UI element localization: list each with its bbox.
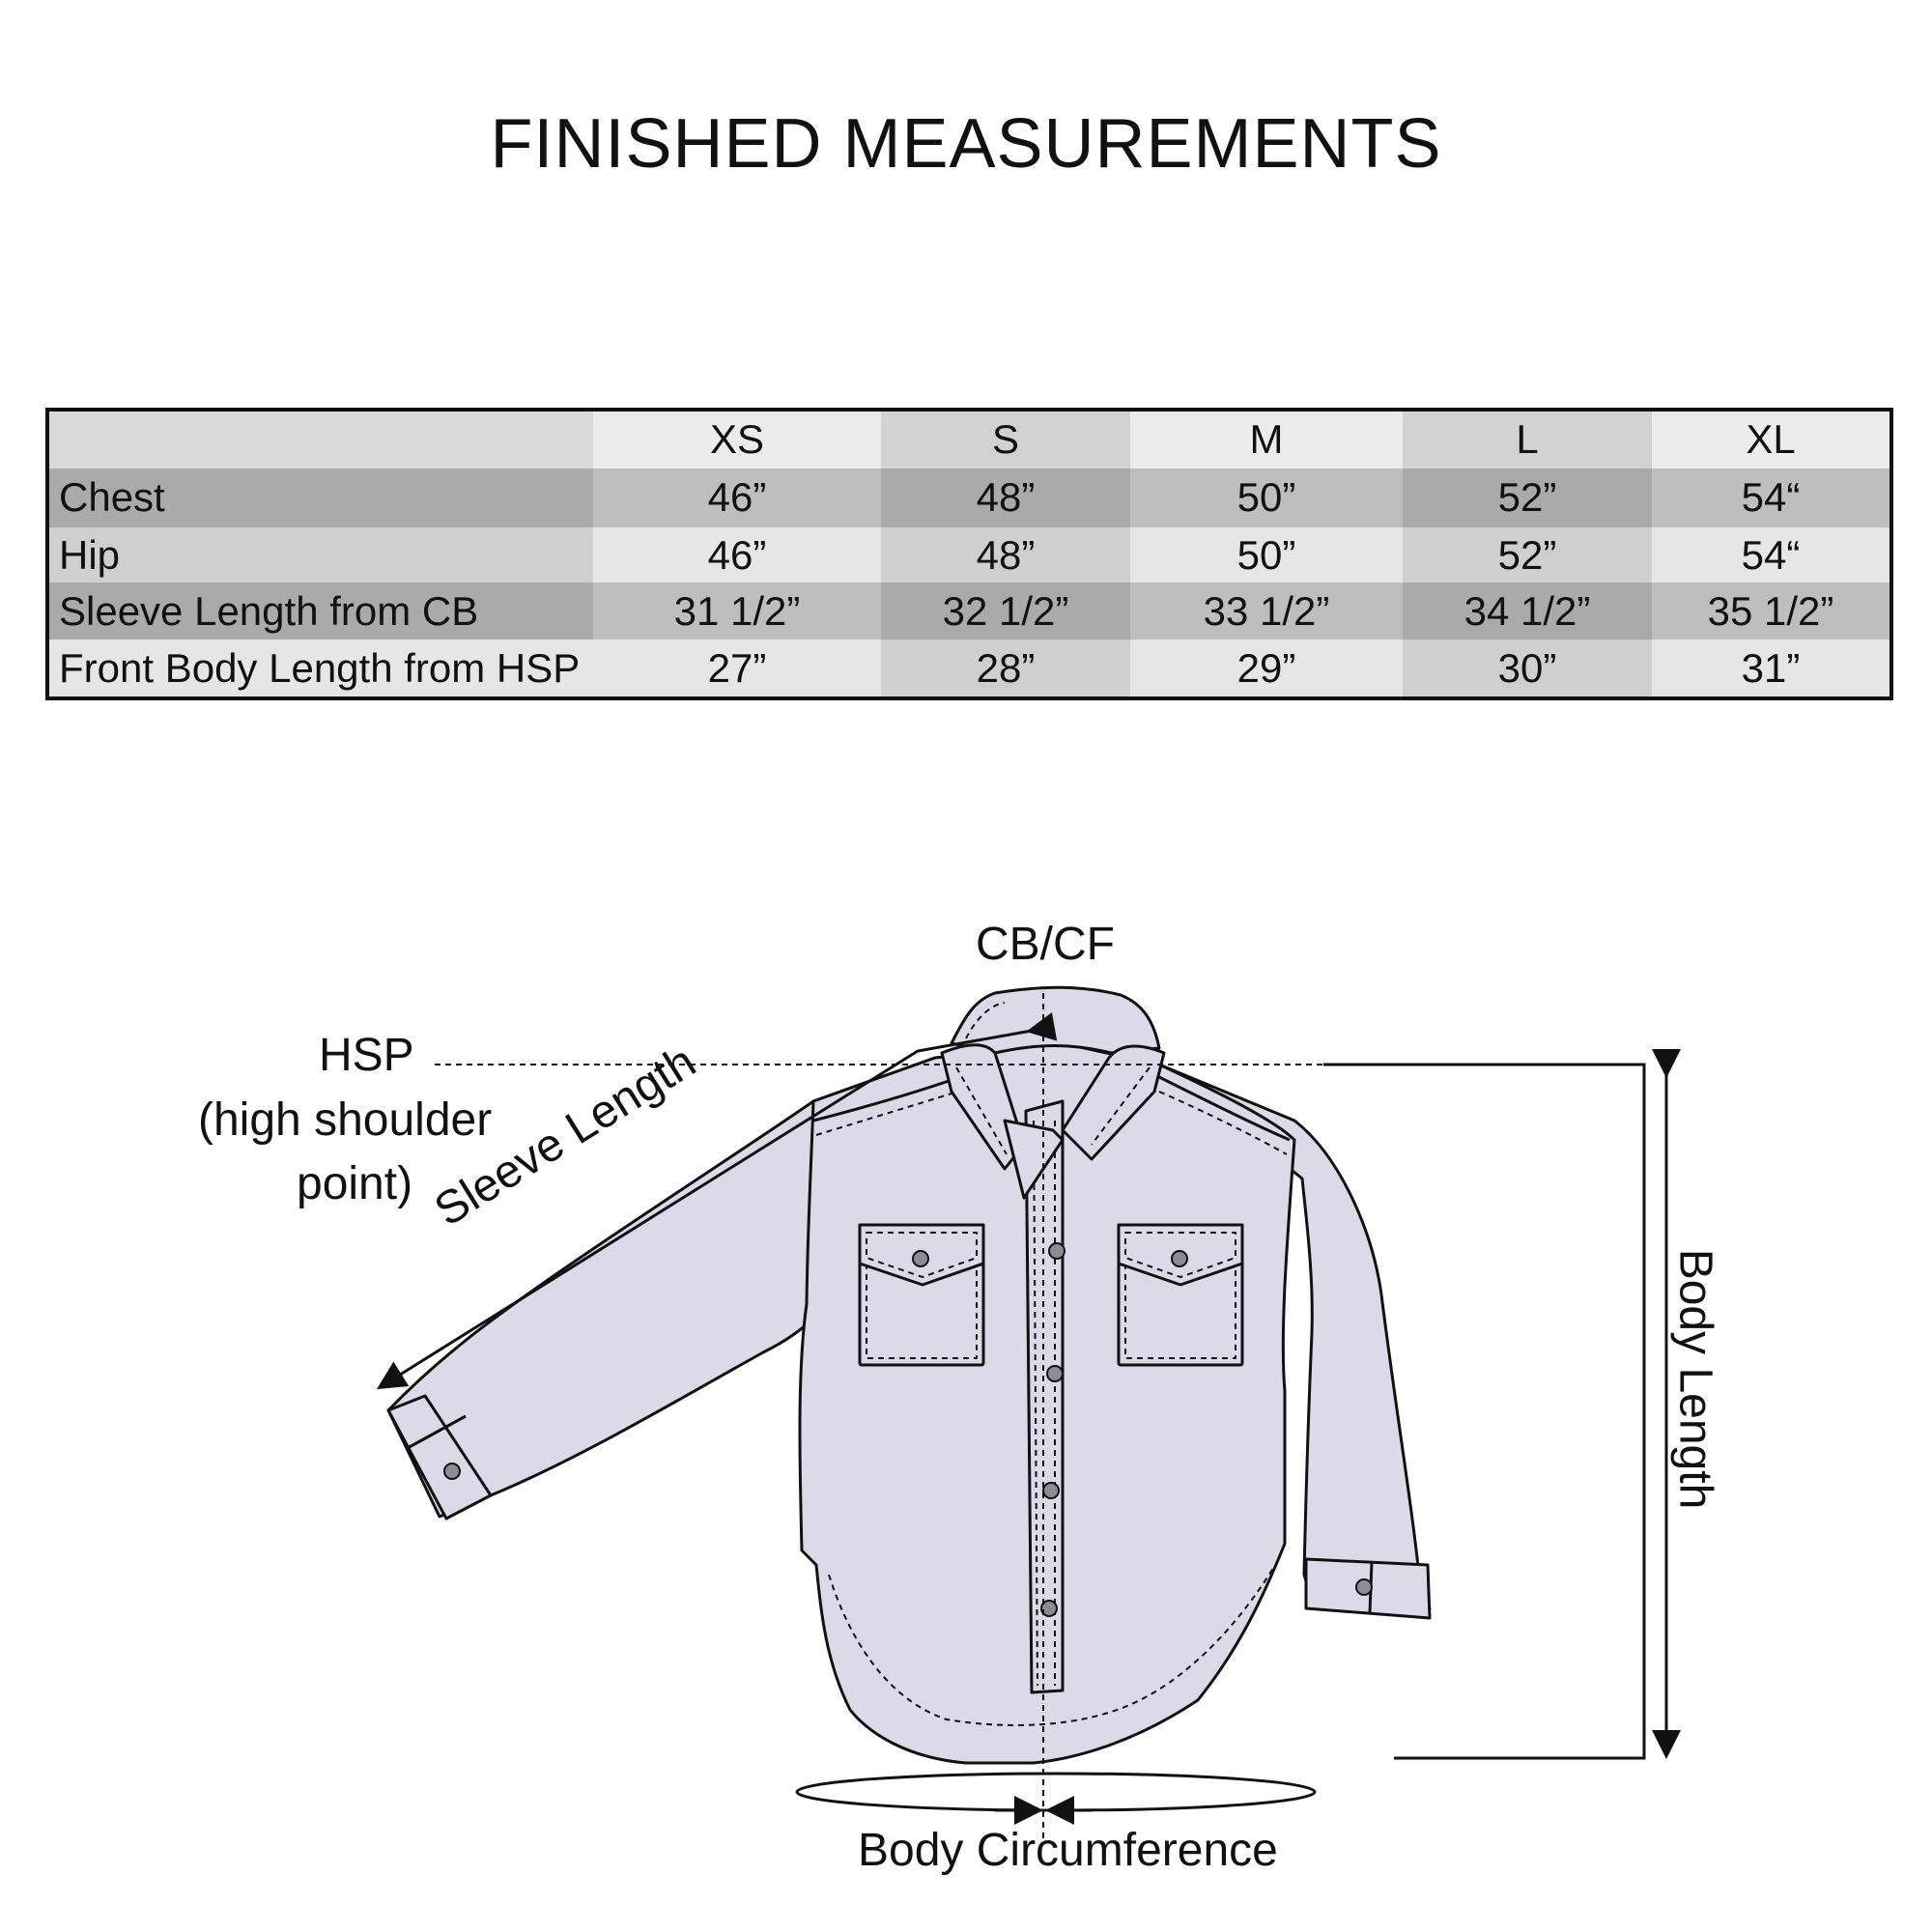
cell-sleeve-l: 34 1/2” bbox=[1403, 582, 1652, 639]
header-size-xl: XL bbox=[1652, 410, 1891, 469]
left-chest-pocket bbox=[860, 1225, 983, 1365]
row-label-sleeve: Sleeve Length from CB bbox=[47, 582, 593, 639]
body-circumference-label: Body Circumference bbox=[858, 1825, 1278, 1876]
cell-chest-s: 48” bbox=[881, 469, 1130, 527]
collar-stand bbox=[952, 987, 1159, 1053]
cell-hip-m: 50” bbox=[1130, 527, 1403, 583]
placket-button-2 bbox=[1047, 1366, 1063, 1381]
cell-body-length-xl: 31” bbox=[1652, 639, 1891, 698]
placket-button-1 bbox=[1049, 1243, 1065, 1259]
body-circumference-ellipse bbox=[797, 1774, 1315, 1810]
row-label-body-length: Front Body Length from HSP bbox=[47, 639, 593, 698]
header-size-m: M bbox=[1130, 410, 1403, 469]
cell-body-length-s: 28” bbox=[881, 639, 1130, 698]
cell-body-length-m: 29” bbox=[1130, 639, 1403, 698]
cell-sleeve-m: 33 1/2” bbox=[1130, 582, 1403, 639]
left-cuff-button bbox=[444, 1463, 460, 1479]
right-cuff-button bbox=[1356, 1579, 1372, 1595]
body-length-label: Body Length bbox=[1669, 1248, 1721, 1510]
placket-button-3 bbox=[1043, 1483, 1059, 1498]
hsp-label: HSP bbox=[319, 1030, 414, 1081]
pocket-button-left bbox=[913, 1251, 928, 1266]
cell-body-length-xs: 27” bbox=[593, 639, 881, 698]
header-size-l: L bbox=[1403, 410, 1652, 469]
hsp-note-line2: point) bbox=[297, 1158, 413, 1209]
cell-body-length-l: 30” bbox=[1403, 639, 1652, 698]
cell-chest-l: 52” bbox=[1403, 469, 1652, 527]
row-label-chest: Chest bbox=[47, 469, 593, 527]
sleeve-length-label: Sleeve Length bbox=[425, 1036, 705, 1236]
header-size-xs: XS bbox=[593, 410, 881, 469]
cell-hip-l: 52” bbox=[1403, 527, 1652, 583]
page-title: FINISHED MEASUREMENTS bbox=[490, 105, 1442, 183]
right-chest-pocket bbox=[1119, 1225, 1242, 1365]
cell-chest-xs: 46” bbox=[593, 469, 881, 527]
cb-cf-label: CB/CF bbox=[976, 919, 1115, 970]
cell-hip-xl: 54“ bbox=[1652, 527, 1891, 583]
cell-hip-s: 48” bbox=[881, 527, 1130, 583]
cell-sleeve-xl: 35 1/2” bbox=[1652, 582, 1891, 639]
cell-sleeve-xs: 31 1/2” bbox=[593, 582, 881, 639]
cell-chest-xl: 54“ bbox=[1652, 469, 1891, 527]
row-label-hip: Hip bbox=[47, 527, 593, 583]
shirt-drawing bbox=[388, 987, 1430, 1763]
header-size-s: S bbox=[881, 410, 1130, 469]
cell-chest-m: 50” bbox=[1130, 469, 1403, 527]
hsp-note-line1: (high shoulder bbox=[198, 1094, 493, 1146]
pocket-button-right bbox=[1172, 1251, 1187, 1266]
cell-sleeve-s: 32 1/2” bbox=[881, 582, 1130, 639]
cell-hip-xs: 46” bbox=[593, 527, 881, 583]
